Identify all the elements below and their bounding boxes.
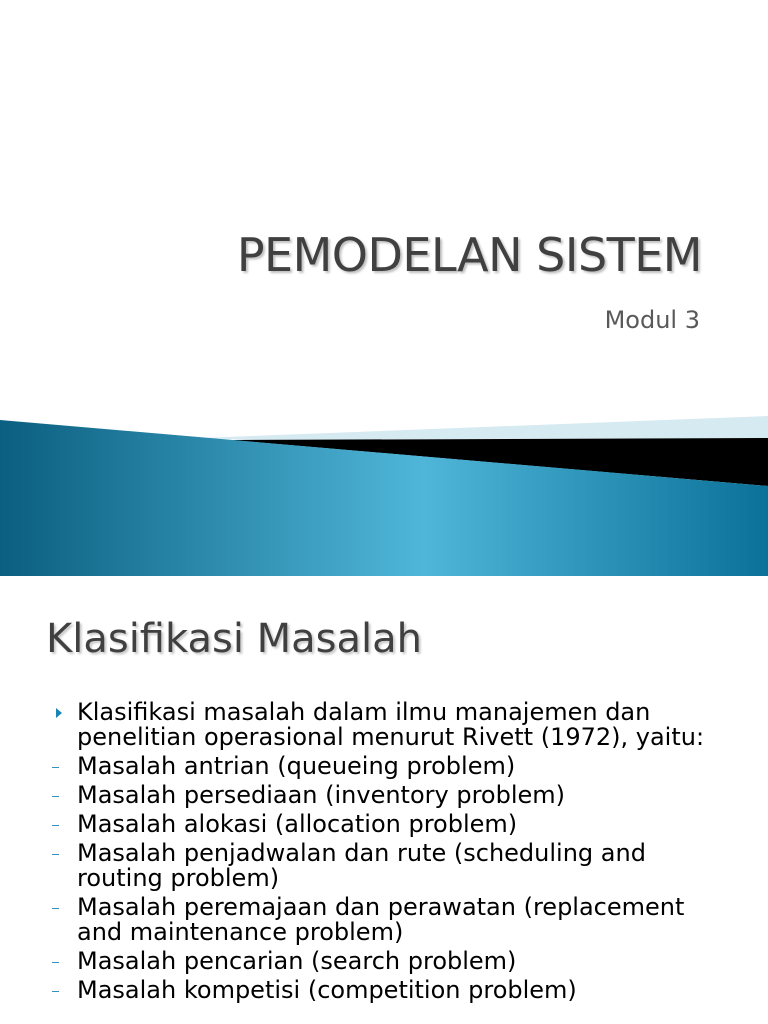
decorative-band (0, 410, 768, 576)
item-text: Masalah peremajaan dan perawatan (replacement and maintenance problem) (77, 893, 685, 946)
dash-icon (52, 978, 72, 992)
item-text: Masalah persediaan (inventory problem) (77, 781, 566, 809)
dash-icon (52, 754, 72, 768)
dash-icon (52, 783, 72, 797)
content-slide (0, 576, 768, 1024)
list-item (52, 949, 732, 974)
bullet-list (52, 700, 732, 1007)
list-item (52, 895, 732, 945)
list-item (52, 754, 732, 779)
dash-icon (52, 949, 72, 963)
slide-subtitle: Modul 3 (604, 306, 700, 334)
item-text: Masalah penjadwalan dan rute (scheduling and routing problem) (77, 839, 646, 892)
dash-icon (52, 812, 72, 826)
triangle-right-icon (52, 700, 72, 718)
list-item (52, 841, 732, 891)
list-item (52, 812, 732, 837)
intro-text: Klasifikasi masalah dalam ilmu manajemen dan penelitian operasional menurut Rivett (1972), yaitu: (77, 698, 705, 751)
slide-title: PEMODELAN SISTEM (236, 228, 702, 282)
item-text: Masalah alokasi (allocation problem) (77, 810, 518, 838)
list-item (52, 700, 732, 750)
item-text: Masalah pencarian (search problem) (77, 947, 517, 975)
item-text: Masalah kompetisi (competition problem) (77, 976, 577, 1004)
item-text: Masalah antrian (queueing problem) (77, 752, 516, 780)
light-stripe-shape (200, 416, 768, 440)
content-title: Klasifikasi Masalah (46, 616, 422, 662)
list-item (52, 978, 732, 1003)
dash-icon (52, 841, 72, 855)
dash-icon (52, 895, 72, 909)
list-item (52, 783, 732, 808)
